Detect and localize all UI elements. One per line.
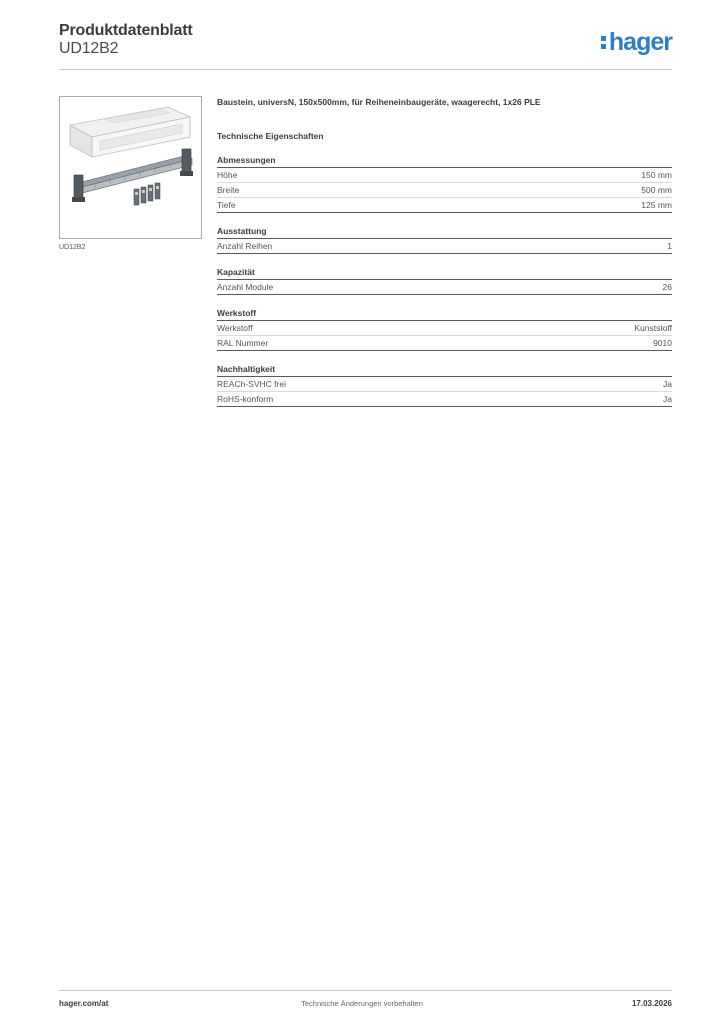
spec-row: [217, 336, 672, 351]
spec-value: Ja: [663, 394, 672, 404]
spec-row: [217, 183, 672, 198]
spec-label: Breite: [217, 185, 240, 195]
spec-value: 1: [667, 241, 672, 251]
spec-section-title: Werkstoff: [217, 307, 672, 321]
spec-row: [217, 392, 672, 407]
spec-section: [217, 363, 672, 407]
spec-section-title: Abmessungen: [217, 154, 672, 168]
spec-section: [217, 266, 672, 295]
page-title: Produktdatenblatt: [59, 22, 193, 39]
spec-section-title: Ausstattung: [217, 225, 672, 239]
spec-value: 9010: [653, 338, 672, 348]
spec-section-title: Kapazität: [217, 266, 672, 280]
header-divider: [59, 69, 672, 70]
page-header: [59, 20, 672, 68]
spec-section: [217, 307, 672, 351]
spec-value: Ja: [663, 379, 672, 389]
spec-label: Anzahl Module: [217, 282, 274, 292]
spec-row: [217, 377, 672, 392]
technical-heading: Technische Eigenschaften: [217, 131, 324, 141]
spec-value: 125 mm: [641, 200, 672, 210]
product-image-caption: UD12B2: [59, 244, 86, 251]
spec-label: Anzahl Reihen: [217, 241, 273, 251]
spec-row: [217, 198, 672, 213]
footer-website: hager.com/at: [59, 999, 109, 1008]
logo-text: hager: [608, 28, 672, 56]
spec-label: RoHS-konform: [217, 394, 274, 404]
spec-section: [217, 154, 672, 213]
spec-row: [217, 280, 672, 295]
spec-label: RAL Nummer: [217, 338, 269, 348]
product-description: Baustein, universN, 150x500mm, für Reiheneinbaugeräte, waagerecht, 1x26 PLE: [217, 97, 541, 107]
product-illustration: [60, 97, 201, 238]
footer-date: 17.03.2026: [631, 999, 672, 1008]
spec-label: Höhe: [217, 170, 238, 180]
spec-sections: [217, 154, 672, 407]
product-image: [59, 96, 202, 239]
spec-value: 150 mm: [641, 170, 672, 180]
hager-logo: [601, 28, 672, 57]
spec-value: Kunststoff: [634, 323, 672, 333]
logo-colon-icon: [601, 33, 607, 51]
product-details: [217, 96, 672, 407]
spec-value: 500 mm: [641, 185, 672, 195]
spec-value: 26: [662, 282, 672, 292]
spec-row: [217, 168, 672, 183]
spec-label: REACh-SVHC frei: [217, 379, 286, 389]
spec-section: [217, 225, 672, 254]
product-code: UD12B2: [59, 40, 119, 57]
spec-label: Werkstoff: [217, 323, 253, 333]
spec-row: [217, 239, 672, 254]
spec-section-title: Nachhaltigkeit: [217, 363, 672, 377]
footer-divider: [59, 990, 672, 991]
spec-row: [217, 321, 672, 336]
spec-label: Tiefe: [217, 200, 236, 210]
footer-notice: Technische Änderungen vorbehalten: [301, 999, 423, 1008]
